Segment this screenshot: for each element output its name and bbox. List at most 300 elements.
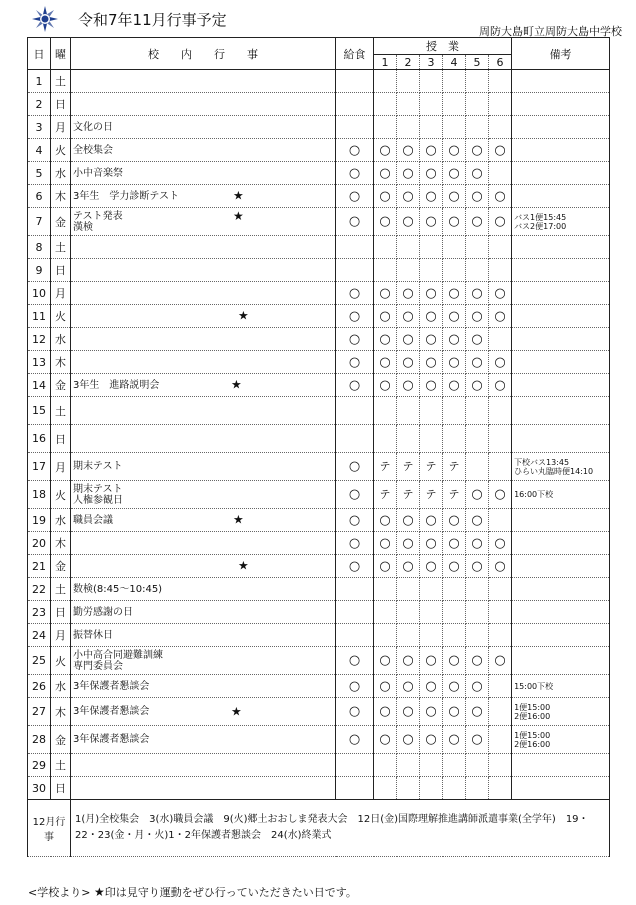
- period-cell-3: [420, 578, 443, 601]
- day-cell: 14: [28, 374, 51, 397]
- period-cell-3: ○: [420, 532, 443, 555]
- day-cell: 4: [28, 139, 51, 162]
- period-cell-3: テ: [420, 453, 443, 481]
- star-icon: ★: [93, 885, 105, 899]
- period-cell-4: ○: [443, 675, 466, 698]
- period-cell-1: ○: [374, 139, 397, 162]
- lunch-cell: ○: [336, 374, 374, 397]
- period-cell-4: ○: [443, 698, 466, 726]
- period-cell-5: [466, 777, 489, 800]
- weekday-cell: 月: [51, 282, 71, 305]
- period-cell-4: テ: [443, 481, 466, 509]
- lunch-cell: ○: [336, 726, 374, 754]
- weekday-cell: 火: [51, 139, 71, 162]
- weekday-cell: 日: [51, 425, 71, 453]
- event-cell: [71, 116, 336, 139]
- table-row: [28, 397, 610, 425]
- period-cell-4: [443, 236, 466, 259]
- period-cell-1: ○: [374, 698, 397, 726]
- period-cell-4: [443, 116, 466, 139]
- table-row: [28, 208, 610, 236]
- day-cell: 1: [28, 70, 51, 93]
- period-cell-3: [420, 754, 443, 777]
- day-cell: 19: [28, 509, 51, 532]
- period-cell-5: ○: [466, 305, 489, 328]
- period-cell-1: [374, 70, 397, 93]
- period-cell-2: ○: [397, 555, 420, 578]
- remark-line-2: 2便16:00: [514, 711, 551, 721]
- period-header-6: 6: [489, 55, 512, 70]
- day-header: 日: [28, 38, 51, 70]
- period-cell-5: ○: [466, 139, 489, 162]
- lunch-header: 給食: [336, 38, 374, 70]
- remarks-header: 備考: [512, 38, 610, 70]
- period-cell-2: [397, 425, 420, 453]
- period-cell-2: ○: [397, 351, 420, 374]
- remark-line-2: 2便16:00: [514, 739, 551, 749]
- period-cell-1: ○: [374, 374, 397, 397]
- period-cell-2: ○: [397, 509, 420, 532]
- period-cell-6: ○: [489, 139, 512, 162]
- period-cell-5: [466, 236, 489, 259]
- event-cell: [71, 93, 336, 116]
- watch-star-icon: ★: [233, 188, 244, 203]
- period-cell-2: テ: [397, 453, 420, 481]
- remark-line-2: バス2便17:00: [514, 221, 567, 231]
- period-header-4: 4: [443, 55, 466, 70]
- table-row: [28, 374, 610, 397]
- period-cell-4: [443, 578, 466, 601]
- table-row: [28, 305, 610, 328]
- period-cell-1: [374, 754, 397, 777]
- day-cell: 15: [28, 397, 51, 425]
- table-row: [28, 162, 610, 185]
- event-cell: [71, 374, 336, 397]
- december-label: 12月行事: [28, 800, 71, 857]
- period-cell-1: ○: [374, 647, 397, 675]
- remark-cell: [512, 259, 610, 282]
- period-cell-4: ○: [443, 509, 466, 532]
- weekday-cell: 木: [51, 351, 71, 374]
- period-cell-1: ○: [374, 532, 397, 555]
- remark-cell: [512, 578, 610, 601]
- period-cell-2: [397, 236, 420, 259]
- period-cell-4: ○: [443, 726, 466, 754]
- table-row: [28, 328, 610, 351]
- event-line: 3年保護者懇談会: [73, 680, 150, 692]
- weekday-cell: 金: [51, 555, 71, 578]
- remark-cell: [512, 305, 610, 328]
- period-cell-1: ○: [374, 555, 397, 578]
- period-cell-6: [489, 116, 512, 139]
- table-row: [28, 754, 610, 777]
- table-row: [28, 555, 610, 578]
- event-cell: [71, 70, 336, 93]
- period-cell-6: ○: [489, 208, 512, 236]
- day-cell: 21: [28, 555, 51, 578]
- event-cell: [71, 425, 336, 453]
- table-row: [28, 236, 610, 259]
- period-cell-2: ○: [397, 185, 420, 208]
- watch-star-icon: ★: [231, 704, 242, 718]
- event-line-2: 専門委員会: [73, 660, 123, 672]
- period-cell-5: [466, 453, 489, 481]
- remark-cell: [512, 698, 610, 726]
- period-cell-3: ○: [420, 139, 443, 162]
- period-cell-6: [489, 777, 512, 800]
- weekday-cell: 金: [51, 726, 71, 754]
- period-cell-5: ○: [466, 374, 489, 397]
- event-cell: [71, 532, 336, 555]
- period-cell-4: ○: [443, 555, 466, 578]
- period-cell-1: [374, 777, 397, 800]
- period-cell-3: テ: [420, 481, 443, 509]
- period-cell-2: [397, 70, 420, 93]
- event-line: テスト発表: [73, 210, 123, 222]
- event-cell: [71, 139, 336, 162]
- period-cell-2: ○: [397, 305, 420, 328]
- remark-cell: [512, 754, 610, 777]
- event-cell: [71, 601, 336, 624]
- table-row: [28, 70, 610, 93]
- event-cell: [71, 328, 336, 351]
- period-cell-1: [374, 578, 397, 601]
- event-line: 職員会議: [73, 514, 113, 526]
- remark-cell: [512, 236, 610, 259]
- event-cell: [71, 162, 336, 185]
- event-cell: [71, 647, 336, 675]
- period-cell-4: [443, 601, 466, 624]
- december-row: [28, 800, 610, 857]
- watch-star-icon: ★: [233, 512, 244, 527]
- remark-line: 1便15:00: [514, 702, 551, 712]
- footer-text: 印は見守り運動をぜひ行っていただきたい日です。: [104, 886, 357, 899]
- weekday-cell: 月: [51, 453, 71, 481]
- event-cell: [71, 624, 336, 647]
- period-cell-1: ○: [374, 509, 397, 532]
- remark-cell: [512, 93, 610, 116]
- period-cell-1: [374, 624, 397, 647]
- lunch-cell: ○: [336, 208, 374, 236]
- table-row: [28, 185, 610, 208]
- period-header-3: 3: [420, 55, 443, 70]
- period-cell-5: [466, 93, 489, 116]
- period-cell-6: [489, 675, 512, 698]
- period-cell-4: ○: [443, 282, 466, 305]
- school-name: 周防大島町立周防大島中学校: [479, 25, 622, 38]
- lunch-cell: ○: [336, 282, 374, 305]
- day-cell: 30: [28, 777, 51, 800]
- period-cell-4: [443, 425, 466, 453]
- weekday-cell: 水: [51, 675, 71, 698]
- period-cell-1: [374, 116, 397, 139]
- period-cell-3: ○: [420, 675, 443, 698]
- classes-header: 授 業: [374, 38, 512, 55]
- period-cell-5: [466, 754, 489, 777]
- period-cell-5: [466, 624, 489, 647]
- remark-cell: [512, 481, 610, 509]
- event-cell: [71, 481, 336, 509]
- table-row: [28, 425, 610, 453]
- weekday-cell: 水: [51, 509, 71, 532]
- period-cell-3: ○: [420, 509, 443, 532]
- event-cell: [71, 509, 336, 532]
- period-cell-2: ○: [397, 282, 420, 305]
- remark-cell: [512, 116, 610, 139]
- period-header-5: 5: [466, 55, 489, 70]
- event-line: 小中音楽祭: [73, 167, 123, 179]
- period-cell-6: [489, 236, 512, 259]
- weekday-cell: 月: [51, 624, 71, 647]
- period-cell-3: [420, 624, 443, 647]
- lunch-cell: ○: [336, 532, 374, 555]
- period-cell-1: [374, 93, 397, 116]
- weekday-cell: 土: [51, 754, 71, 777]
- period-cell-3: [420, 70, 443, 93]
- period-cell-2: ○: [397, 208, 420, 236]
- watch-star-icon: ★: [233, 209, 244, 223]
- period-cell-4: ○: [443, 139, 466, 162]
- period-cell-2: [397, 397, 420, 425]
- event-line: 全校集会: [73, 144, 113, 156]
- table-row: [28, 647, 610, 675]
- period-cell-2: ○: [397, 726, 420, 754]
- event-cell: [71, 777, 336, 800]
- footer-prefix: <学校より>: [28, 886, 91, 899]
- period-cell-5: [466, 578, 489, 601]
- period-cell-6: ○: [489, 481, 512, 509]
- remark-cell: [512, 208, 610, 236]
- event-cell: [71, 453, 336, 481]
- period-cell-6: [489, 93, 512, 116]
- day-cell: 11: [28, 305, 51, 328]
- day-cell: 29: [28, 754, 51, 777]
- remark-cell: [512, 374, 610, 397]
- period-cell-3: [420, 425, 443, 453]
- day-cell: 10: [28, 282, 51, 305]
- table-row: [28, 139, 610, 162]
- period-cell-4: ○: [443, 185, 466, 208]
- table-row: [28, 578, 610, 601]
- period-cell-6: [489, 259, 512, 282]
- period-cell-4: [443, 397, 466, 425]
- period-cell-4: [443, 777, 466, 800]
- lunch-cell: ○: [336, 555, 374, 578]
- period-cell-1: [374, 236, 397, 259]
- period-cell-5: ○: [466, 351, 489, 374]
- period-cell-2: ○: [397, 675, 420, 698]
- period-cell-6: ○: [489, 185, 512, 208]
- period-cell-2: [397, 578, 420, 601]
- weekday-cell: 木: [51, 698, 71, 726]
- period-cell-5: ○: [466, 726, 489, 754]
- weekday-cell: 火: [51, 647, 71, 675]
- period-cell-1: テ: [374, 453, 397, 481]
- remark-cell: [512, 425, 610, 453]
- events-header: 校 内 行 事: [71, 38, 336, 70]
- period-cell-5: ○: [466, 698, 489, 726]
- period-cell-5: ○: [466, 509, 489, 532]
- event-line: 文化の日: [73, 121, 113, 133]
- table-row: [28, 116, 610, 139]
- lunch-cell: [336, 397, 374, 425]
- remark-cell: [512, 70, 610, 93]
- event-line: 小中高合同避難訓練: [73, 649, 163, 661]
- period-cell-1: [374, 259, 397, 282]
- lunch-cell: ○: [336, 162, 374, 185]
- event-cell: [71, 208, 336, 236]
- remark-line-2: ひらい丸臨時便14:10: [514, 466, 594, 476]
- event-cell: [71, 726, 336, 754]
- table-row: [28, 282, 610, 305]
- table-row: [28, 624, 610, 647]
- event-line: 勤労感謝の日: [73, 606, 133, 618]
- day-cell: 12: [28, 328, 51, 351]
- period-cell-5: [466, 397, 489, 425]
- day-cell: 20: [28, 532, 51, 555]
- period-cell-6: [489, 162, 512, 185]
- period-cell-1: ○: [374, 162, 397, 185]
- event-line: 3年生 進路説明会: [73, 379, 160, 391]
- weekday-cell: 金: [51, 208, 71, 236]
- lunch-cell: [336, 754, 374, 777]
- lunch-cell: ○: [336, 185, 374, 208]
- remark-cell: [512, 675, 610, 698]
- period-cell-1: [374, 601, 397, 624]
- period-cell-6: ○: [489, 647, 512, 675]
- event-cell: [71, 698, 336, 726]
- schedule-table: [27, 37, 610, 857]
- period-cell-3: ○: [420, 374, 443, 397]
- period-cell-4: ○: [443, 208, 466, 236]
- remark-line: 1便15:00: [514, 730, 551, 740]
- period-cell-5: ○: [466, 208, 489, 236]
- period-cell-6: ○: [489, 555, 512, 578]
- school-emblem-icon: [32, 6, 58, 32]
- period-cell-3: [420, 116, 443, 139]
- weekday-cell: 土: [51, 578, 71, 601]
- period-cell-6: [489, 624, 512, 647]
- period-cell-6: ○: [489, 282, 512, 305]
- period-cell-2: ○: [397, 162, 420, 185]
- page-header: [0, 0, 636, 38]
- watch-star-icon: ★: [238, 308, 249, 323]
- period-cell-6: [489, 425, 512, 453]
- period-cell-6: [489, 754, 512, 777]
- period-cell-4: ○: [443, 351, 466, 374]
- period-cell-5: ○: [466, 185, 489, 208]
- day-cell: 25: [28, 647, 51, 675]
- period-cell-1: ○: [374, 282, 397, 305]
- period-cell-6: [489, 578, 512, 601]
- period-cell-3: ○: [420, 305, 443, 328]
- remark-cell: [512, 162, 610, 185]
- day-cell: 18: [28, 481, 51, 509]
- period-cell-1: ○: [374, 185, 397, 208]
- footer-note: [28, 884, 357, 900]
- table-row: [28, 93, 610, 116]
- lunch-cell: ○: [336, 481, 374, 509]
- period-cell-1: ○: [374, 675, 397, 698]
- lunch-cell: ○: [336, 305, 374, 328]
- event-line: 期末テスト: [73, 461, 123, 472]
- period-header-2: 2: [397, 55, 420, 70]
- period-cell-1: ○: [374, 328, 397, 351]
- period-cell-4: ○: [443, 305, 466, 328]
- period-cell-3: ○: [420, 208, 443, 236]
- weekday-cell: 日: [51, 601, 71, 624]
- weekday-cell: 火: [51, 305, 71, 328]
- day-cell: 24: [28, 624, 51, 647]
- day-cell: 8: [28, 236, 51, 259]
- period-cell-6: ○: [489, 532, 512, 555]
- period-cell-2: [397, 777, 420, 800]
- period-cell-2: ○: [397, 698, 420, 726]
- remark-cell: [512, 351, 610, 374]
- period-cell-2: ○: [397, 139, 420, 162]
- remark-cell: [512, 139, 610, 162]
- period-cell-4: [443, 93, 466, 116]
- event-line: 3年保護者懇談会: [73, 706, 150, 717]
- event-cell: [71, 236, 336, 259]
- period-cell-3: [420, 601, 443, 624]
- period-cell-2: ○: [397, 328, 420, 351]
- lunch-cell: ○: [336, 675, 374, 698]
- period-cell-5: ○: [466, 675, 489, 698]
- event-line: 3年保護者懇談会: [73, 734, 150, 745]
- period-cell-3: ○: [420, 351, 443, 374]
- remark-cell: [512, 555, 610, 578]
- period-cell-4: ○: [443, 647, 466, 675]
- day-cell: 23: [28, 601, 51, 624]
- lunch-cell: [336, 116, 374, 139]
- table-row: [28, 532, 610, 555]
- remark-cell: [512, 532, 610, 555]
- remark-cell: [512, 453, 610, 481]
- period-cell-2: [397, 116, 420, 139]
- weekday-cell: 日: [51, 259, 71, 282]
- day-cell: 6: [28, 185, 51, 208]
- period-cell-3: ○: [420, 185, 443, 208]
- period-cell-6: ○: [489, 374, 512, 397]
- event-line-2: 人権参観日: [73, 494, 123, 506]
- period-cell-2: ○: [397, 647, 420, 675]
- period-cell-6: ○: [489, 351, 512, 374]
- period-cell-4: [443, 70, 466, 93]
- weekday-cell: 日: [51, 777, 71, 800]
- event-cell: [71, 578, 336, 601]
- weekday-header: 曜: [51, 38, 71, 70]
- period-cell-5: [466, 70, 489, 93]
- period-cell-4: [443, 624, 466, 647]
- weekday-cell: 土: [51, 397, 71, 425]
- event-cell: [71, 305, 336, 328]
- event-line-2: 漢検: [73, 221, 93, 233]
- period-cell-5: ○: [466, 647, 489, 675]
- day-cell: 7: [28, 208, 51, 236]
- event-line: 3年生 学力診断テスト: [73, 190, 179, 202]
- period-cell-6: [489, 509, 512, 532]
- period-cell-2: [397, 754, 420, 777]
- period-cell-1: ○: [374, 305, 397, 328]
- remark-cell: [512, 509, 610, 532]
- table-row: [28, 777, 610, 800]
- period-cell-2: [397, 93, 420, 116]
- day-cell: 27: [28, 698, 51, 726]
- lunch-cell: [336, 777, 374, 800]
- period-cell-1: テ: [374, 481, 397, 509]
- period-cell-3: [420, 93, 443, 116]
